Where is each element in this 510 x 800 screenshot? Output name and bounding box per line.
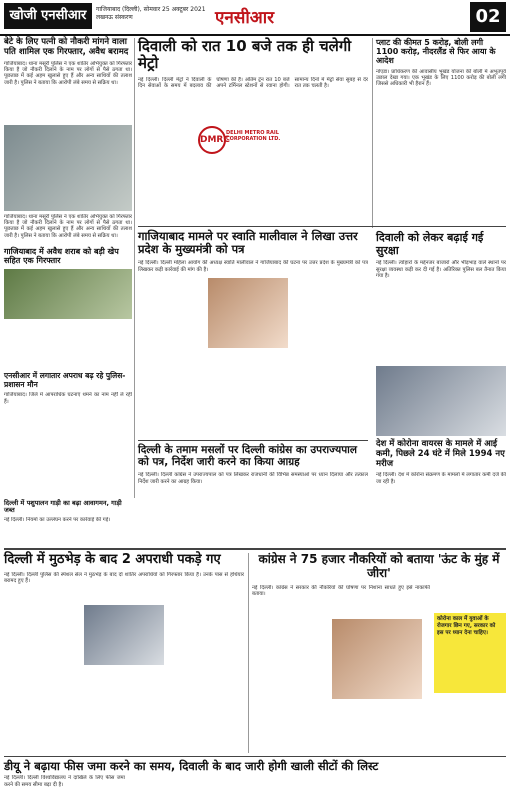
section-title: एनसीआर [215, 8, 275, 28]
story-1-photo [4, 125, 132, 211]
column-divider [134, 38, 135, 498]
story-8-body: नई दिल्ली। दिल्ली कांग्रेस ने उपराज्यपाल को पत्र लिखकर राजधानी की विभिन्न समस्याओं पर ध्यान दिलाया और तत्काल निर्देश जारी करने का आग्रह किया। [138, 472, 368, 485]
story-13-body: नई दिल्ली। दिल्ली विश्वविद्यालय ने दाखिले के लिए फीस जमा करने की समय सीमा बढ़ा दी है। [4, 775, 125, 788]
story-5-body: नई दिल्ली। दिल्ली महिला आयोग की अध्यक्ष स्वाति मालीवाल ने गाजियाबाद की घटना पर उत्तर प्रदेश के मुख्यमंत्री को पत्र लिखकर कड़ी कार्रवाई की मांग की है। [138, 260, 368, 273]
congress-leader-photo [332, 619, 422, 699]
column-divider-right [372, 38, 373, 228]
dmrc-logo: DMRC DELHI METRO RAIL CORPORATION LTD. [198, 126, 298, 156]
story-11-body: नई दिल्ली। दिल्ली पुलिस की स्पेशल सेल ने मुठभेड़ के बाद दो शातिर अपराधियों को गिरफ्तार किया है। उनके पास से हथियार बरामद हुए हैं। [4, 571, 244, 585]
story-3-body: नोएडा। प्राधिकरण की आवासीय भूखंड योजना की बोली में अभूतपूर्व उछाल देखा गया। एक भूखंड के लिए 1100 करोड़ की बोली लगी जिससे अधिकारी भी हैरान हैं। [376, 68, 506, 88]
page-number: 02 [470, 2, 506, 32]
maliwal-photo [208, 278, 288, 348]
story-3-headline: प्लाट की कीमत 5 करोड़, बोली लगी 1100 करोड़, नीदरलैंड से फिर आया के आदेश [376, 38, 496, 66]
story-12-body: नई दिल्ली। कांग्रेस ने सरकार की नौकरियों की घोषणा पर निशाना साधते हुए इसे नाकाफी बताया। [252, 584, 430, 597]
du-story [4, 760, 506, 798]
story-1-body: गाजियाबाद। थाना मसूरी पुलिस ने एक शातिर अभियुक्त को गिरफ्तार किया है जो नौकरी दिलाने के नाम पर लोगों से पैसे ठगता था। पूछताछ में कई अहम खुलासे हुए हैं और अन्य साथियों की तलाश जारी है। पुलिस ने बताया कि आरोपी लंबे समय से सक्रिय था। [4, 60, 132, 86]
crime-story [4, 372, 132, 497]
security-story [376, 232, 506, 362]
story-2-headline: दिवाली को रात 10 बजे तक ही चलेगी मेट्रो [138, 37, 352, 73]
highlight-box: कोरोना काल में युवाओं के रोजगार छिन गए, सरकार को इस पर ध्यान देना चाहिए। [434, 613, 506, 693]
covid-photo [376, 366, 506, 436]
divider [138, 226, 506, 227]
encounter-photo [84, 605, 164, 665]
left-column [4, 38, 132, 368]
story-1-headline: बेटे के लिए पत्नी को नौकरी मांगने वाला पति शामिल एक गिरफ्तार, अवैध बरामद [4, 37, 129, 57]
story-1-body-cont: गाजियाबाद। थाना मसूरी पुलिस ने एक शातिर अभियुक्त को गिरफ्तार किया है जो नौकरी दिलाने के नाम पर लोगों से पैसे ठगता था। पूछताछ में कई अहम खुलासे हुए हैं और अन्य साथियों की तलाश जारी है। पुलिस ने बताया कि आरोपी लंबे समय से सक्रिय था। [4, 213, 132, 239]
congress-jobs-story [252, 553, 506, 753]
story-10-body: नई दिल्ली। नियमों का उल्लंघन करने पर कार्रवाई की गई। [4, 516, 111, 523]
story-8-headline: दिल्ली के तमाम मसलों पर दिल्ली कांग्रेस का उपराज्यपाल को पत्र, निर्देश जारी करने का किया आग्रह [138, 444, 357, 469]
story-11-headline: दिल्ली में मुठभेड़ के बाद 2 अपराधी पकड़े गए [4, 552, 221, 567]
divider [4, 756, 506, 757]
story-9-headline: देश में कोरोना वायरस के मामले में आई कमी, पिछले 24 घंटे में मिले 1994 नए मरीज [376, 439, 505, 469]
congress-lg-story [138, 444, 368, 544]
story-4-photo [4, 269, 132, 319]
covid-story [376, 366, 506, 536]
story-13-headline: डीयू ने बढ़ाया फीस जमा करने का समय, दिवाली के बाद जारी होगी खाली सीटों की लिस्ट [4, 759, 379, 773]
dateline: गाजियाबाद (दिल्ली), सोमवार 25 अक्टूबर 2021 लखनऊ संस्करण [96, 6, 206, 21]
story-10-headline: दिल्ली में पशुपालन गाड़ी का बढ़ा आवागमन, गाड़ी जब्त [4, 499, 122, 515]
divider [138, 440, 368, 441]
newspaper-logo: खोजी एनसीआर [4, 3, 92, 29]
column-divider-bottom [248, 553, 249, 753]
story-12-headline: कांग्रेस ने 75 हजार नौकरियों को बताया 'ऊंट के मुंह में जीरा' [258, 552, 500, 580]
story-9-body: नई दिल्ली। देश में कोरोना संक्रमण के मामलों में लगातार कमी दर्ज की जा रही है। [376, 472, 506, 485]
metro-story [138, 38, 368, 223]
metro-icon: DMRC [198, 126, 226, 154]
story-2-body: नई दिल्ली। दिल्ली मेट्रो ने दिवाली के दिन सेवाओं के समय में बदलाव की घोषणा की है। अंतिम ट्रेन रात 10 बजे अपने टर्मिनल स्टेशनों से रवाना होगी। सामान्य दिनों में मेट्रो सेवा सुबह से देर रात तक चलती है। [138, 76, 368, 89]
maliwal-story [138, 230, 368, 440]
encounter-story [4, 553, 244, 753]
story-7-headline: एनसीआर में लगातार अपराध बढ़ रहे पुलिस-प्रशासन मौन [4, 371, 126, 389]
story-5-headline: गाजियाबाद मामले पर स्वाति मालीवाल ने लिखा उत्तर प्रदेश के मुख्यमंत्री को पत्र [138, 229, 358, 257]
vehicle-story [4, 500, 132, 544]
story-4-headline: गाजियाबाद में अवैध शराब को बड़ी खेप सहित एक गिरफ्तार [4, 246, 119, 265]
section-divider [4, 548, 506, 550]
masthead [0, 0, 510, 36]
story-6-headline: दिवाली को लेकर बढ़ाई गई सुरक्षा [376, 231, 484, 257]
plot-story [376, 38, 506, 228]
story-6-body: नई दिल्ली। त्योहारों के मद्देनजर बाजारों और भीड़भाड़ वाले स्थानों पर सुरक्षा व्यवस्था कड़ी कर दी गई है। अतिरिक्त पुलिस बल तैनात किया गया है। [376, 260, 506, 280]
story-7-body: गाजियाबाद। जिले में आपराधिक घटनाएं थमने का नाम नहीं ले रही हैं। [4, 392, 132, 405]
